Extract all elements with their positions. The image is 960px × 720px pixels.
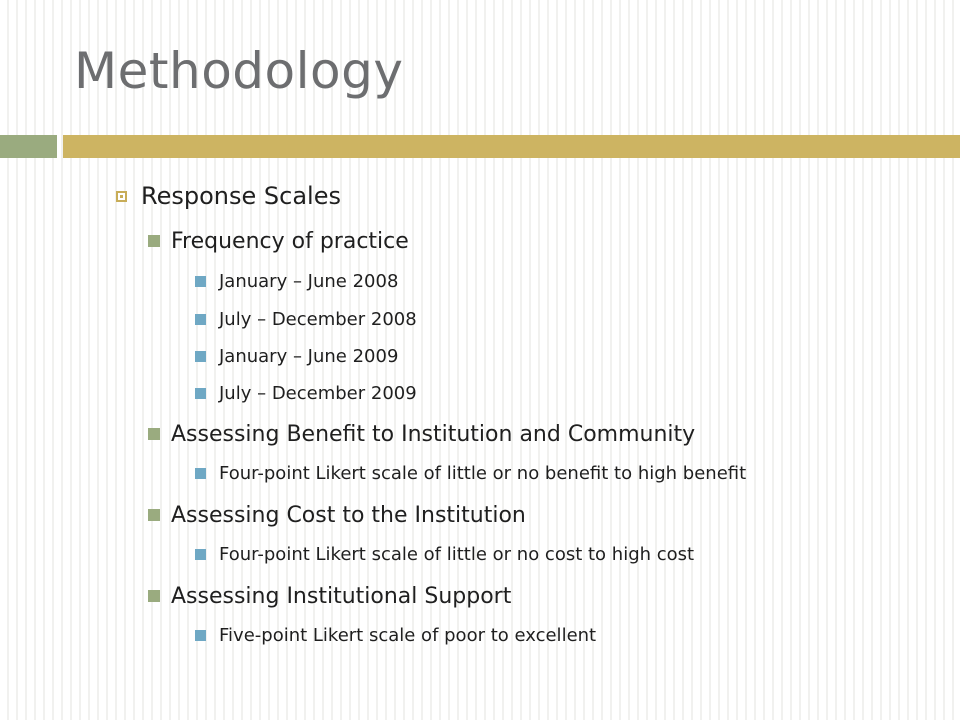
section-item-text: Four-point Likert scale of little or no benefit to high benefit	[219, 462, 747, 484]
bullet-level1	[116, 181, 341, 211]
bullet-level3	[195, 461, 746, 485]
section-item-text: January – June 2008	[219, 270, 399, 292]
bullet-level3	[195, 307, 417, 331]
filled-square-bullet-icon	[148, 235, 160, 247]
filled-square-bullet-icon	[195, 549, 206, 560]
hollow-square-bullet-icon	[116, 191, 127, 202]
filled-square-bullet-icon	[148, 590, 160, 602]
section-label: Assessing Benefit to Institution and Community	[171, 421, 696, 447]
section-item-text: July – December 2009	[219, 382, 417, 404]
section-item-text: Five-point Likert scale of poor to excellent	[219, 624, 597, 646]
bullet-heading-text: Response Scales	[141, 182, 341, 210]
filled-square-bullet-icon	[195, 468, 206, 479]
bullet-level3	[195, 623, 596, 647]
bullet-level3	[195, 344, 398, 368]
filled-square-bullet-icon	[195, 388, 206, 399]
bullet-level2	[148, 582, 511, 610]
section-item-text: January – June 2009	[219, 345, 399, 367]
section-label: Frequency of practice	[171, 228, 409, 254]
section-label: Assessing Cost to the Institution	[171, 502, 526, 528]
bullet-level2	[148, 420, 695, 448]
filled-square-bullet-icon	[148, 509, 160, 521]
section-item-text: Four-point Likert scale of little or no cost to high cost	[219, 543, 695, 565]
bullet-level2	[148, 227, 409, 255]
bullet-level2	[148, 501, 526, 529]
section-item-text: July – December 2008	[219, 308, 417, 330]
slide-title: Methodology	[74, 42, 404, 100]
bullet-level3	[195, 381, 417, 405]
filled-square-bullet-icon	[195, 276, 206, 287]
filled-square-bullet-icon	[195, 630, 206, 641]
filled-square-bullet-icon	[195, 314, 206, 325]
bullet-level3	[195, 542, 694, 566]
bullet-level3	[195, 269, 398, 293]
section-label: Assessing Institutional Support	[171, 583, 512, 609]
filled-square-bullet-icon	[195, 351, 206, 362]
filled-square-bullet-icon	[148, 428, 160, 440]
